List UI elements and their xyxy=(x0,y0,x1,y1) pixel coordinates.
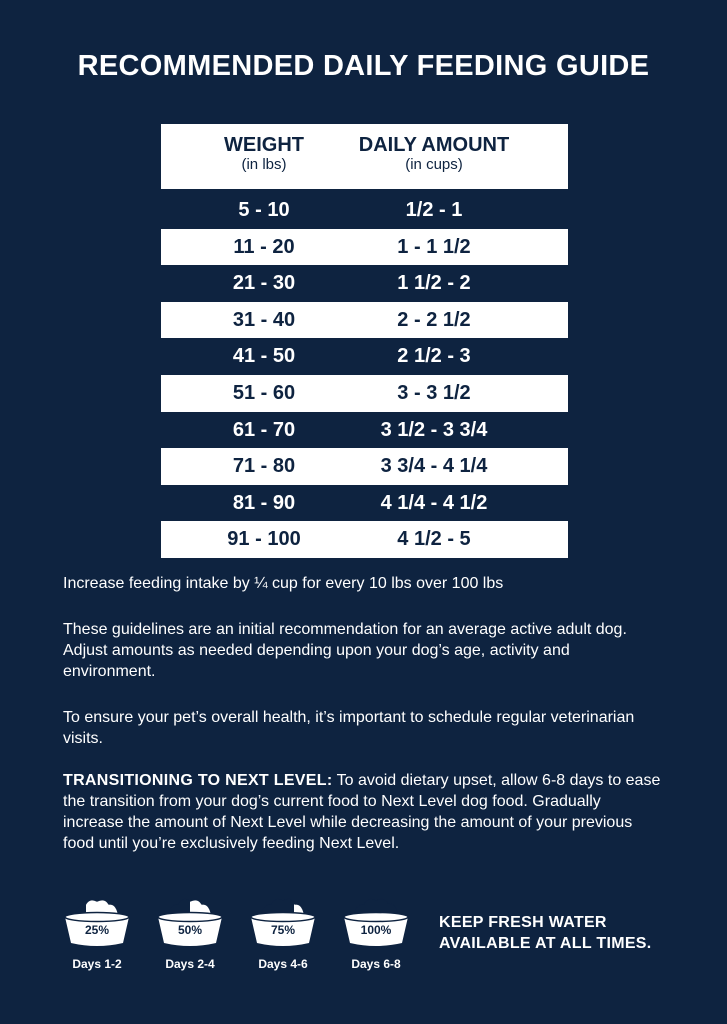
weight-cell: 51 - 60 xyxy=(232,381,296,404)
bowl-25 xyxy=(61,893,133,971)
amount-header-unit: (in cups) xyxy=(405,156,463,173)
amount-header xyxy=(307,135,561,175)
table-row xyxy=(161,192,568,229)
table-row xyxy=(161,229,568,266)
weight-cell: 11 - 20 xyxy=(233,235,295,258)
feeding-table xyxy=(161,124,568,558)
bowl-rim xyxy=(344,913,408,922)
water-reminder: KEEP FRESH WATER AVAILABLE AT ALL TIMES. xyxy=(439,914,652,952)
bowl-75 xyxy=(247,893,319,971)
weight-cell: 31 - 40 xyxy=(232,308,296,331)
increase-note: Increase feeding intake by ¼ cup for every 10 lbs over 100 lbs xyxy=(63,575,504,592)
table-row xyxy=(161,485,568,522)
weight-cell: 61 - 70 xyxy=(232,418,296,441)
bowl-days: Days 1-2 xyxy=(72,957,122,971)
amount-cell: 3 3/4 - 4 1/4 xyxy=(380,455,488,478)
bowl-50 xyxy=(154,893,226,971)
table-row xyxy=(161,521,568,558)
bowl-percent: 50% xyxy=(177,923,203,937)
amount-cell: 3 - 3 1/2 xyxy=(397,381,471,404)
table-row xyxy=(161,448,568,485)
bowl-rim xyxy=(158,913,222,922)
vet-note: To ensure your pet’s overall health, it’s important to schedule regular veterinarian visits. xyxy=(63,709,635,747)
transition-body: To avoid dietary upset, allow 6-8 days to ease the transition from your dog’s current food to Next Level dog food. Gradually increase the amount of Next Level while decreasing the amount of your previous food until you’re exclusively feeding Next Level. xyxy=(63,772,661,852)
bowl-days: Days 6-8 xyxy=(351,957,401,971)
amount-cell: 4 1/4 - 4 1/2 xyxy=(380,491,488,514)
table-header xyxy=(161,124,568,189)
bowl-percent: 25% xyxy=(84,923,110,937)
page-title: RECOMMENDED DAILY FEEDING GUIDE xyxy=(77,50,650,82)
table-row xyxy=(161,265,568,302)
amount-cell: 4 1/2 - 5 xyxy=(397,528,471,551)
weight-header-label: WEIGHT xyxy=(224,134,304,156)
bowl-percent: 75% xyxy=(270,923,296,937)
bowl-percent: 100% xyxy=(360,923,392,937)
bowl-days: Days 4-6 xyxy=(258,957,308,971)
bowl-rim xyxy=(251,913,315,922)
bowl-100 xyxy=(340,893,412,971)
weight-cell: 81 - 90 xyxy=(232,491,296,514)
table-row xyxy=(161,338,568,375)
transition-heading: TRANSITIONING TO NEXT LEVEL: xyxy=(63,772,333,789)
weight-cell: 41 - 50 xyxy=(232,345,296,368)
weight-cell: 91 - 100 xyxy=(227,528,301,551)
amount-cell: 1 - 1 1/2 xyxy=(397,235,471,258)
amount-cell: 1/2 - 1 xyxy=(405,199,463,221)
table-row xyxy=(161,302,568,339)
amount-header-label: DAILY AMOUNT xyxy=(358,134,510,156)
amount-cell: 2 - 2 1/2 xyxy=(397,308,471,331)
weight-cell: 5 - 10 xyxy=(238,199,290,221)
amount-cell: 3 1/2 - 3 3/4 xyxy=(380,418,488,441)
weight-cell: 71 - 80 xyxy=(232,455,296,478)
amount-cell: 2 1/2 - 3 xyxy=(397,345,471,368)
weight-header-unit: (in lbs) xyxy=(241,156,287,173)
bowl-rim xyxy=(65,913,129,922)
table-row xyxy=(161,412,568,449)
guidelines-note: These guidelines are an initial recommendation for an average active adult dog. Adjust amounts as needed depending upon your dog’s age, activity and environment. xyxy=(63,621,627,680)
bowl-days: Days 2-4 xyxy=(165,957,215,971)
amount-cell: 1 1/2 - 2 xyxy=(397,272,471,295)
transition-paragraph xyxy=(63,770,663,854)
table-row xyxy=(161,375,568,412)
weight-cell: 21 - 30 xyxy=(232,272,296,295)
